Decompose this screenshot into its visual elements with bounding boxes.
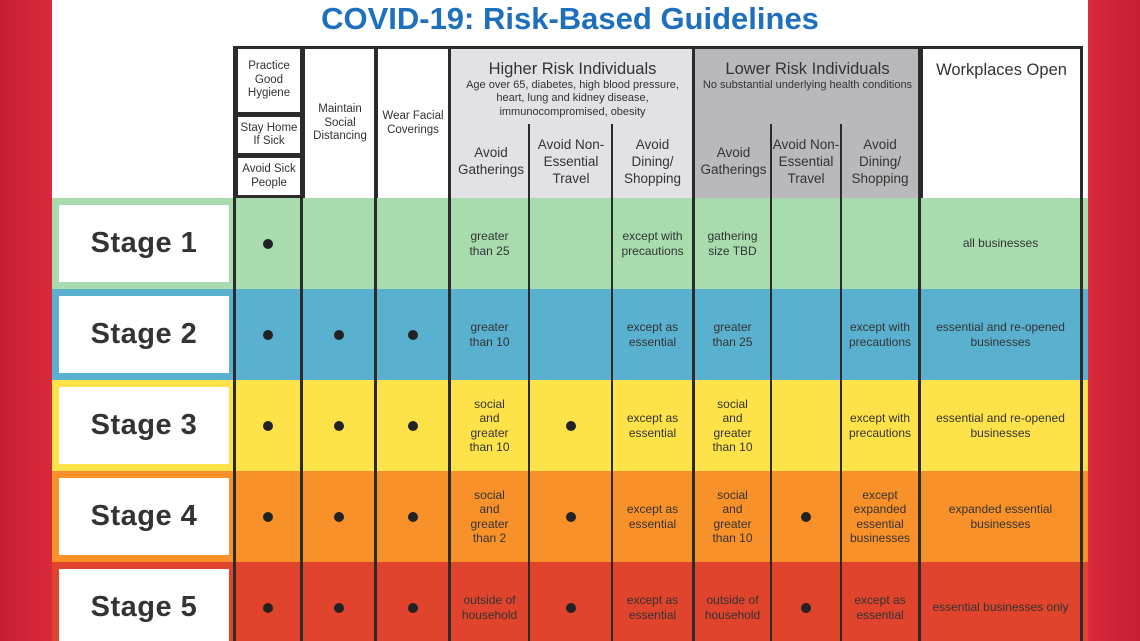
cell-hr-gatherings: social and greater than 2 (470, 487, 509, 545)
cell-lr-dining: except with precautions (848, 411, 912, 440)
cell-coverings (377, 198, 448, 289)
cell-hr-travel (530, 380, 611, 471)
cell-hr-travel (530, 471, 611, 562)
bullet-dot (263, 603, 273, 613)
header-avoid-sick: Avoid Sick People (235, 155, 303, 198)
cell-distancing (303, 380, 374, 471)
bullet-dot (334, 603, 344, 613)
header-workplaces (920, 46, 1083, 198)
higher-risk-description: Age over 65, diabetes, high blood pressure, heart, lung and kidney disease, immunocompromised, obesity (466, 79, 679, 118)
cell-hr-travel (530, 562, 611, 641)
cell-lr-gatherings: social and greater than 10 (712, 487, 753, 545)
lower-risk-description: No substantial underlying health conditions (702, 79, 913, 91)
cell-lr-travel (772, 198, 840, 289)
cell-distancing (303, 289, 374, 380)
header-lr-avoid-gatherings: Avoid Gatherings (700, 145, 767, 177)
header-lr-avoid-travel: Avoid Non-Essential Travel (772, 136, 840, 186)
stage-row (52, 380, 1088, 471)
stage-label: Stage 5 (55, 565, 233, 641)
page-title: COVID-19: Risk-Based Guidelines (321, 1, 819, 36)
higher-risk-title: Higher Risk Individuals (488, 60, 657, 78)
cell-hygiene (236, 471, 300, 562)
header-lr-avoid-dining: Avoid Dining/ Shopping (851, 136, 909, 186)
lower-risk-title: Lower Risk Individuals (725, 60, 890, 78)
cell-workplaces: essential and re-opened businesses (936, 411, 1065, 440)
stage-label: Stage 1 (55, 201, 233, 286)
cell-coverings (377, 380, 448, 471)
bullet-dot (408, 512, 418, 522)
column-divider (528, 124, 530, 641)
workplaces-title: Workplaces Open (936, 61, 1067, 79)
bullet-dot (263, 512, 273, 522)
cell-workplaces: all businesses (962, 236, 1039, 251)
cell-hr-dining: except as essential (626, 502, 679, 531)
bullet-dot (408, 421, 418, 431)
cell-workplaces: essential and re-opened businesses (936, 320, 1065, 349)
column-divider (448, 46, 451, 641)
cell-lr-dining: except with precautions (848, 320, 912, 349)
cell-workplaces: expanded essential businesses (948, 502, 1053, 531)
cell-hr-gatherings: greater than 10 (469, 320, 510, 349)
cell-hygiene (236, 198, 300, 289)
header-hr-avoid-gatherings: Avoid Gatherings (457, 145, 525, 177)
stage-label: Stage 4 (55, 474, 233, 559)
bullet-dot (263, 330, 273, 340)
cell-lr-dining: except as essential (854, 593, 906, 622)
column-divider (374, 46, 377, 641)
cell-distancing (303, 198, 374, 289)
cell-workplaces: essential businesses only (932, 600, 1069, 615)
cell-hygiene (236, 289, 300, 380)
cell-distancing (303, 471, 374, 562)
cell-lr-gatherings: outside of household (704, 593, 761, 622)
cell-hr-dining: except as essential (626, 593, 679, 622)
cell-hr-travel (530, 198, 611, 289)
column-divider (1080, 46, 1083, 641)
cell-lr-travel (772, 380, 840, 471)
stage-row (52, 289, 1088, 380)
bullet-dot (566, 512, 576, 522)
column-divider (770, 124, 772, 641)
cell-hygiene (236, 562, 300, 641)
cell-lr-dining: except expanded essential businesses (849, 487, 911, 545)
bullet-dot (801, 512, 811, 522)
bullet-dot (408, 330, 418, 340)
right-red-frame (1088, 0, 1140, 641)
guidelines-sheet (52, 0, 1088, 641)
bullet-dot (263, 421, 273, 431)
cell-lr-gatherings: greater than 25 (712, 320, 753, 349)
cell-lr-travel (772, 289, 840, 380)
column-divider (918, 46, 921, 641)
cell-hr-dining: except as essential (626, 411, 679, 440)
stage-label: Stage 3 (55, 383, 233, 468)
stage-row (52, 562, 1088, 641)
bullet-dot (408, 603, 418, 613)
cell-distancing (303, 562, 374, 641)
bullet-dot (566, 421, 576, 431)
column-divider (692, 46, 695, 641)
cell-coverings (377, 471, 448, 562)
cell-lr-travel (772, 562, 840, 641)
header-stay-home: Stay Home If Sick (235, 114, 303, 156)
bullet-dot (263, 239, 273, 249)
header-facial-coverings: Wear Facial Coverings (375, 46, 451, 198)
bullet-dot (334, 512, 344, 522)
column-divider (840, 124, 842, 641)
cell-hr-travel (530, 289, 611, 380)
column-divider (233, 46, 236, 641)
left-red-frame (0, 0, 52, 641)
bullet-dot (566, 603, 576, 613)
cell-lr-travel (772, 471, 840, 562)
stage-label: Stage 2 (55, 292, 233, 377)
cell-coverings (377, 289, 448, 380)
stage-row (52, 471, 1088, 562)
column-divider (300, 46, 303, 641)
cell-lr-dining (842, 198, 918, 289)
cell-hr-gatherings: social and greater than 10 (469, 396, 510, 454)
cell-coverings (377, 562, 448, 641)
header-hr-avoid-dining: Avoid Dining/ Shopping (623, 136, 682, 186)
cell-hr-gatherings: outside of household (461, 593, 518, 622)
bullet-dot (334, 421, 344, 431)
stage-row (52, 198, 1088, 289)
cell-lr-gatherings: social and greater than 10 (712, 396, 753, 454)
cell-lr-gatherings: gathering size TBD (707, 229, 758, 258)
header-hr-avoid-travel: Avoid Non-Essential Travel (537, 136, 605, 186)
bullet-dot (801, 603, 811, 613)
header-practice-hygiene: Practice Good Hygiene (235, 46, 303, 115)
header-social-distancing: Maintain Social Distancing (302, 46, 378, 198)
cell-hr-dining: except as essential (626, 320, 679, 349)
bullet-dot (334, 330, 344, 340)
cell-hr-dining: except with precautions (621, 229, 684, 258)
cell-hygiene (236, 380, 300, 471)
cell-hr-gatherings: greater than 25 (469, 229, 510, 258)
column-divider (611, 124, 613, 641)
